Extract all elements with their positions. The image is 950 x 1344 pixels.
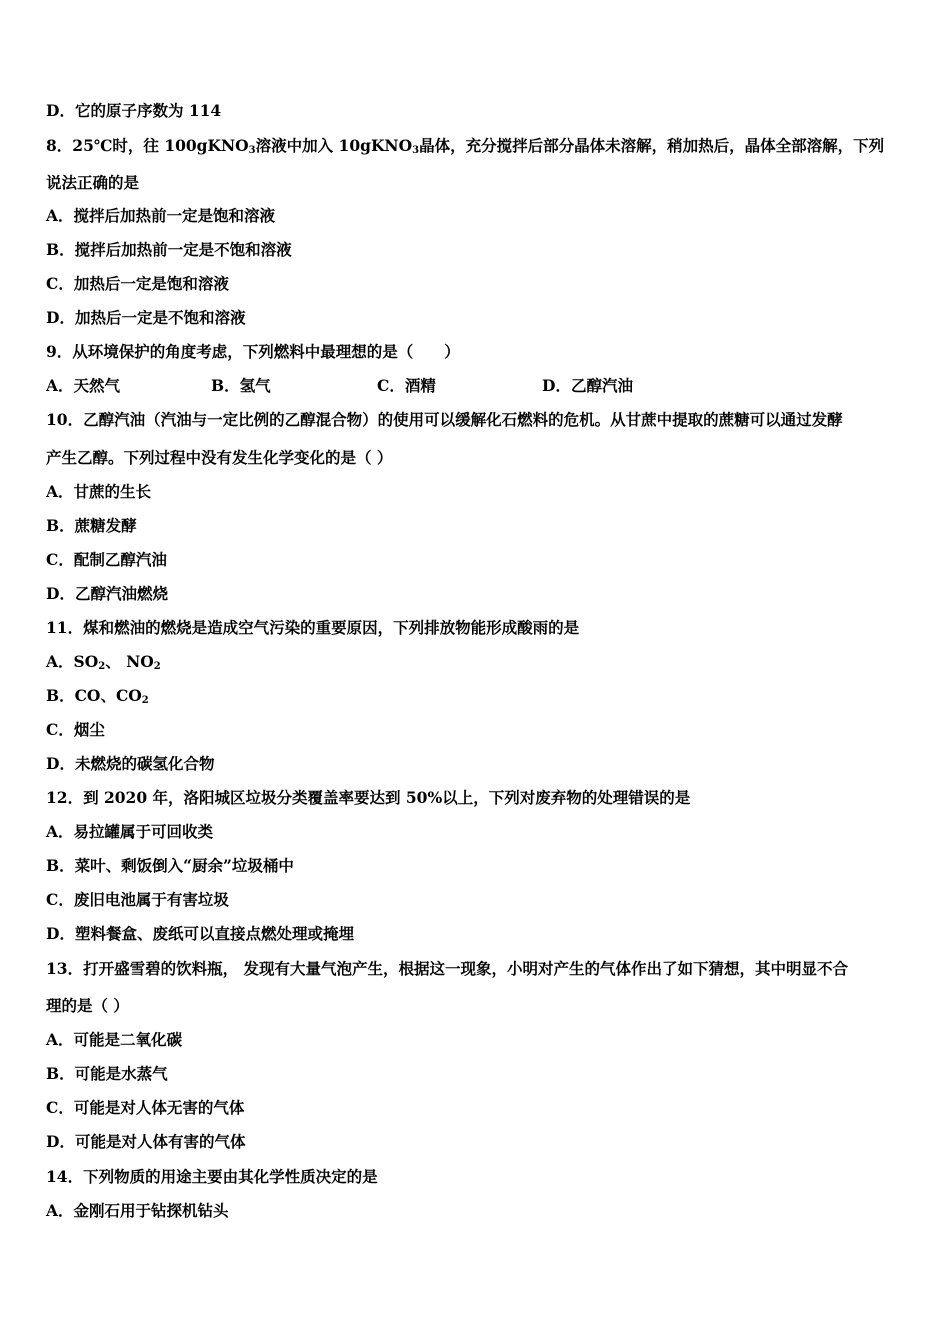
subscript: 3 <box>412 145 420 156</box>
stem-part: 8．25℃时，往 100gKNO <box>46 136 249 155</box>
stem-part: 晶体，充分搅拌后部分晶体未溶解，稍加热后，晶体全部溶解，下列 <box>419 136 885 155</box>
question-13-option-c: C．可能是对人体无害的气体 <box>46 1098 245 1117</box>
option-part: A．SO <box>46 652 99 671</box>
question-10-option-c: C．配制乙醇汽油 <box>46 550 167 569</box>
question-11-option-d: D．未燃烧的碳氢化合物 <box>46 754 215 773</box>
question-12-option-a: A．易拉罐属于可回收类 <box>46 822 214 841</box>
subscript: 2 <box>98 661 106 672</box>
question-11-option-a <box>46 652 161 672</box>
question-8-option-d: D．加热后一定是不饱和溶液 <box>46 308 246 327</box>
question-9-option-c: C．酒精 <box>377 376 436 395</box>
question-10-option-b: B．蔗糖发酵 <box>46 516 137 535</box>
option-part: 、 NO <box>105 652 154 671</box>
question-13-option-d: D．可能是对人体有害的气体 <box>46 1132 246 1151</box>
question-13-option-b: B．可能是水蒸气 <box>46 1064 168 1083</box>
option-part: B．CO、CO <box>46 686 142 705</box>
question-12-option-b: B．菜叶、剩饭倒入“厨余”垃圾桶中 <box>46 856 294 875</box>
question-8-option-a: A．搅拌后加热前一定是饱和溶液 <box>46 206 276 225</box>
question-13-stem-cont: 理的是（ ） <box>46 996 129 1015</box>
stem-part: 溶液中加入 10gKNO <box>255 136 413 155</box>
question-8-option-c: C．加热后一定是饱和溶液 <box>46 274 229 293</box>
question-10-option-d: D．乙醇汽油燃烧 <box>46 584 168 603</box>
question-12-option-c: C．废旧电池属于有害垃圾 <box>46 890 229 909</box>
question-13-stem: 13．打开盛雪碧的饮料瓶， 发现有大量气泡产生，根据这一现象，小明对产生的气体作出了如下猜想，其中明显不合 <box>46 959 848 978</box>
question-14-option-a: A．金刚石用于钻探机钻头 <box>46 1201 229 1220</box>
question-10-option-a: A．甘蔗的生长 <box>46 482 152 501</box>
question-8-option-b: B．搅拌后加热前一定是不饱和溶液 <box>46 240 292 259</box>
question-7-option-d: D．它的原子序数为 114 <box>46 101 222 120</box>
question-8-stem <box>46 136 884 156</box>
subscript: 2 <box>153 661 161 672</box>
question-10-stem: 10．乙醇汽油（汽油与一定比例的乙醇混合物）的使用可以缓解化石燃料的危机。从甘蔗中提取的蔗糖可以通过发酵 <box>46 410 843 429</box>
question-9-option-d: D．乙醇汽油 <box>542 376 633 395</box>
subscript: 2 <box>141 695 149 706</box>
question-8-stem-cont: 说法正确的是 <box>46 173 140 192</box>
question-9-stem: 9．从环境保护的角度考虑，下列燃料中最理想的是（ ） <box>46 342 460 361</box>
question-9-option-b: B．氢气 <box>211 376 271 395</box>
question-11-stem: 11．煤和燃油的燃烧是造成空气污染的重要原因，下列排放物能形成酸雨的是 <box>46 618 580 637</box>
question-12-option-d: D．塑料餐盒、废纸可以直接点燃处理或掩埋 <box>46 924 354 943</box>
question-11-option-c: C．烟尘 <box>46 720 105 739</box>
question-9-option-a: A．天然气 <box>46 376 121 395</box>
question-11-option-b <box>46 686 149 706</box>
question-14-stem: 14．下列物质的用途主要由其化学性质决定的是 <box>46 1167 378 1186</box>
question-10-stem-cont: 产生乙醇。下列过程中没有发生化学变化的是（ ） <box>46 448 393 467</box>
question-13-option-a: A．可能是二氧化碳 <box>46 1030 183 1049</box>
question-12-stem: 12．到 2020 年，洛阳城区垃圾分类覆盖率要达到 50%以上，下列对废弃物的处理错误的是 <box>46 788 691 807</box>
subscript: 3 <box>248 145 256 156</box>
